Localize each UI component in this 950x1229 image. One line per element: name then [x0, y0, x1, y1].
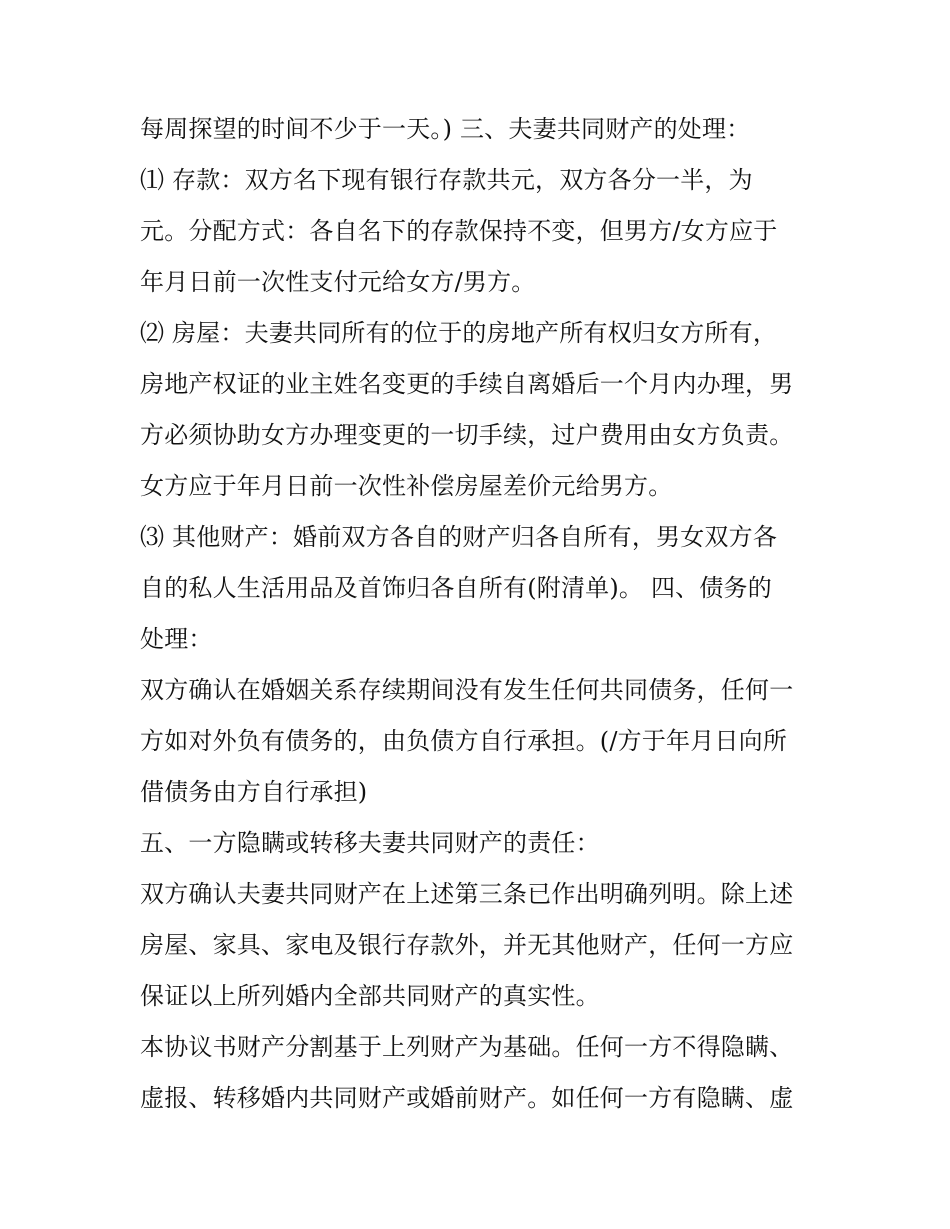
text-line: 年月日前一次性支付元给女方/男方。	[140, 268, 536, 296]
text-line: ⑴ 存款：双方名下现有银行存款共元，双方各分一半，为	[140, 166, 753, 194]
text-line: ⑵ 房屋：夫妻共同所有的位于的房地产所有权归女方所有，	[140, 319, 778, 347]
text-line: 房地产权证的业主姓名变更的手续自离婚后一个月内办理，男	[140, 370, 794, 398]
document-body	[140, 104, 830, 1124]
text-line: 女方应于年月日前一次性补偿房屋差价元给男方。	[140, 472, 673, 500]
text-line: 本协议书财产分割基于上列财产为基础。任何一方不得隐瞒、	[140, 1033, 794, 1061]
text-line: 双方确认夫妻共同财产在上述第三条已作出明确列明。除上述	[140, 880, 794, 908]
text-line: 每周探望的时间不少于一天。) 三、夫妻共同财产的处理：	[140, 115, 751, 143]
text-line: 双方确认在婚姻关系存续期间没有发生任何共同债务，任何一	[140, 676, 794, 704]
text-line: ⑶ 其他财产：婚前双方各自的财产归各自所有，男女双方各	[140, 523, 778, 551]
text-line: 方如对外负有债务的，由负债方自行承担。(/方于年月日向所	[140, 727, 788, 755]
text-line: 元。分配方式：各自名下的存款保持不变，但男方/女方应于	[140, 217, 778, 245]
text-line: 保证以上所列婚内全部共同财产的真实性。	[140, 982, 600, 1010]
text-line: 自的私人生活用品及首饰归各自所有(附清单)。 四、债务的	[140, 574, 772, 602]
text-line: 五、一方隐瞒或转移夫妻共同财产的责任：	[140, 829, 600, 857]
text-line: 处理：	[140, 625, 213, 653]
text-line: 房屋、家具、家电及银行存款外，并无其他财产，任何一方应	[140, 931, 794, 959]
text-line: 方必须协助女方办理变更的一切手续，过户费用由女方负责。	[140, 421, 794, 449]
text-line: 虚报、转移婚内共同财产或婚前财产。如任何一方有隐瞒、虚	[140, 1084, 794, 1112]
text-line: 借债务由方自行承担)	[140, 778, 368, 806]
